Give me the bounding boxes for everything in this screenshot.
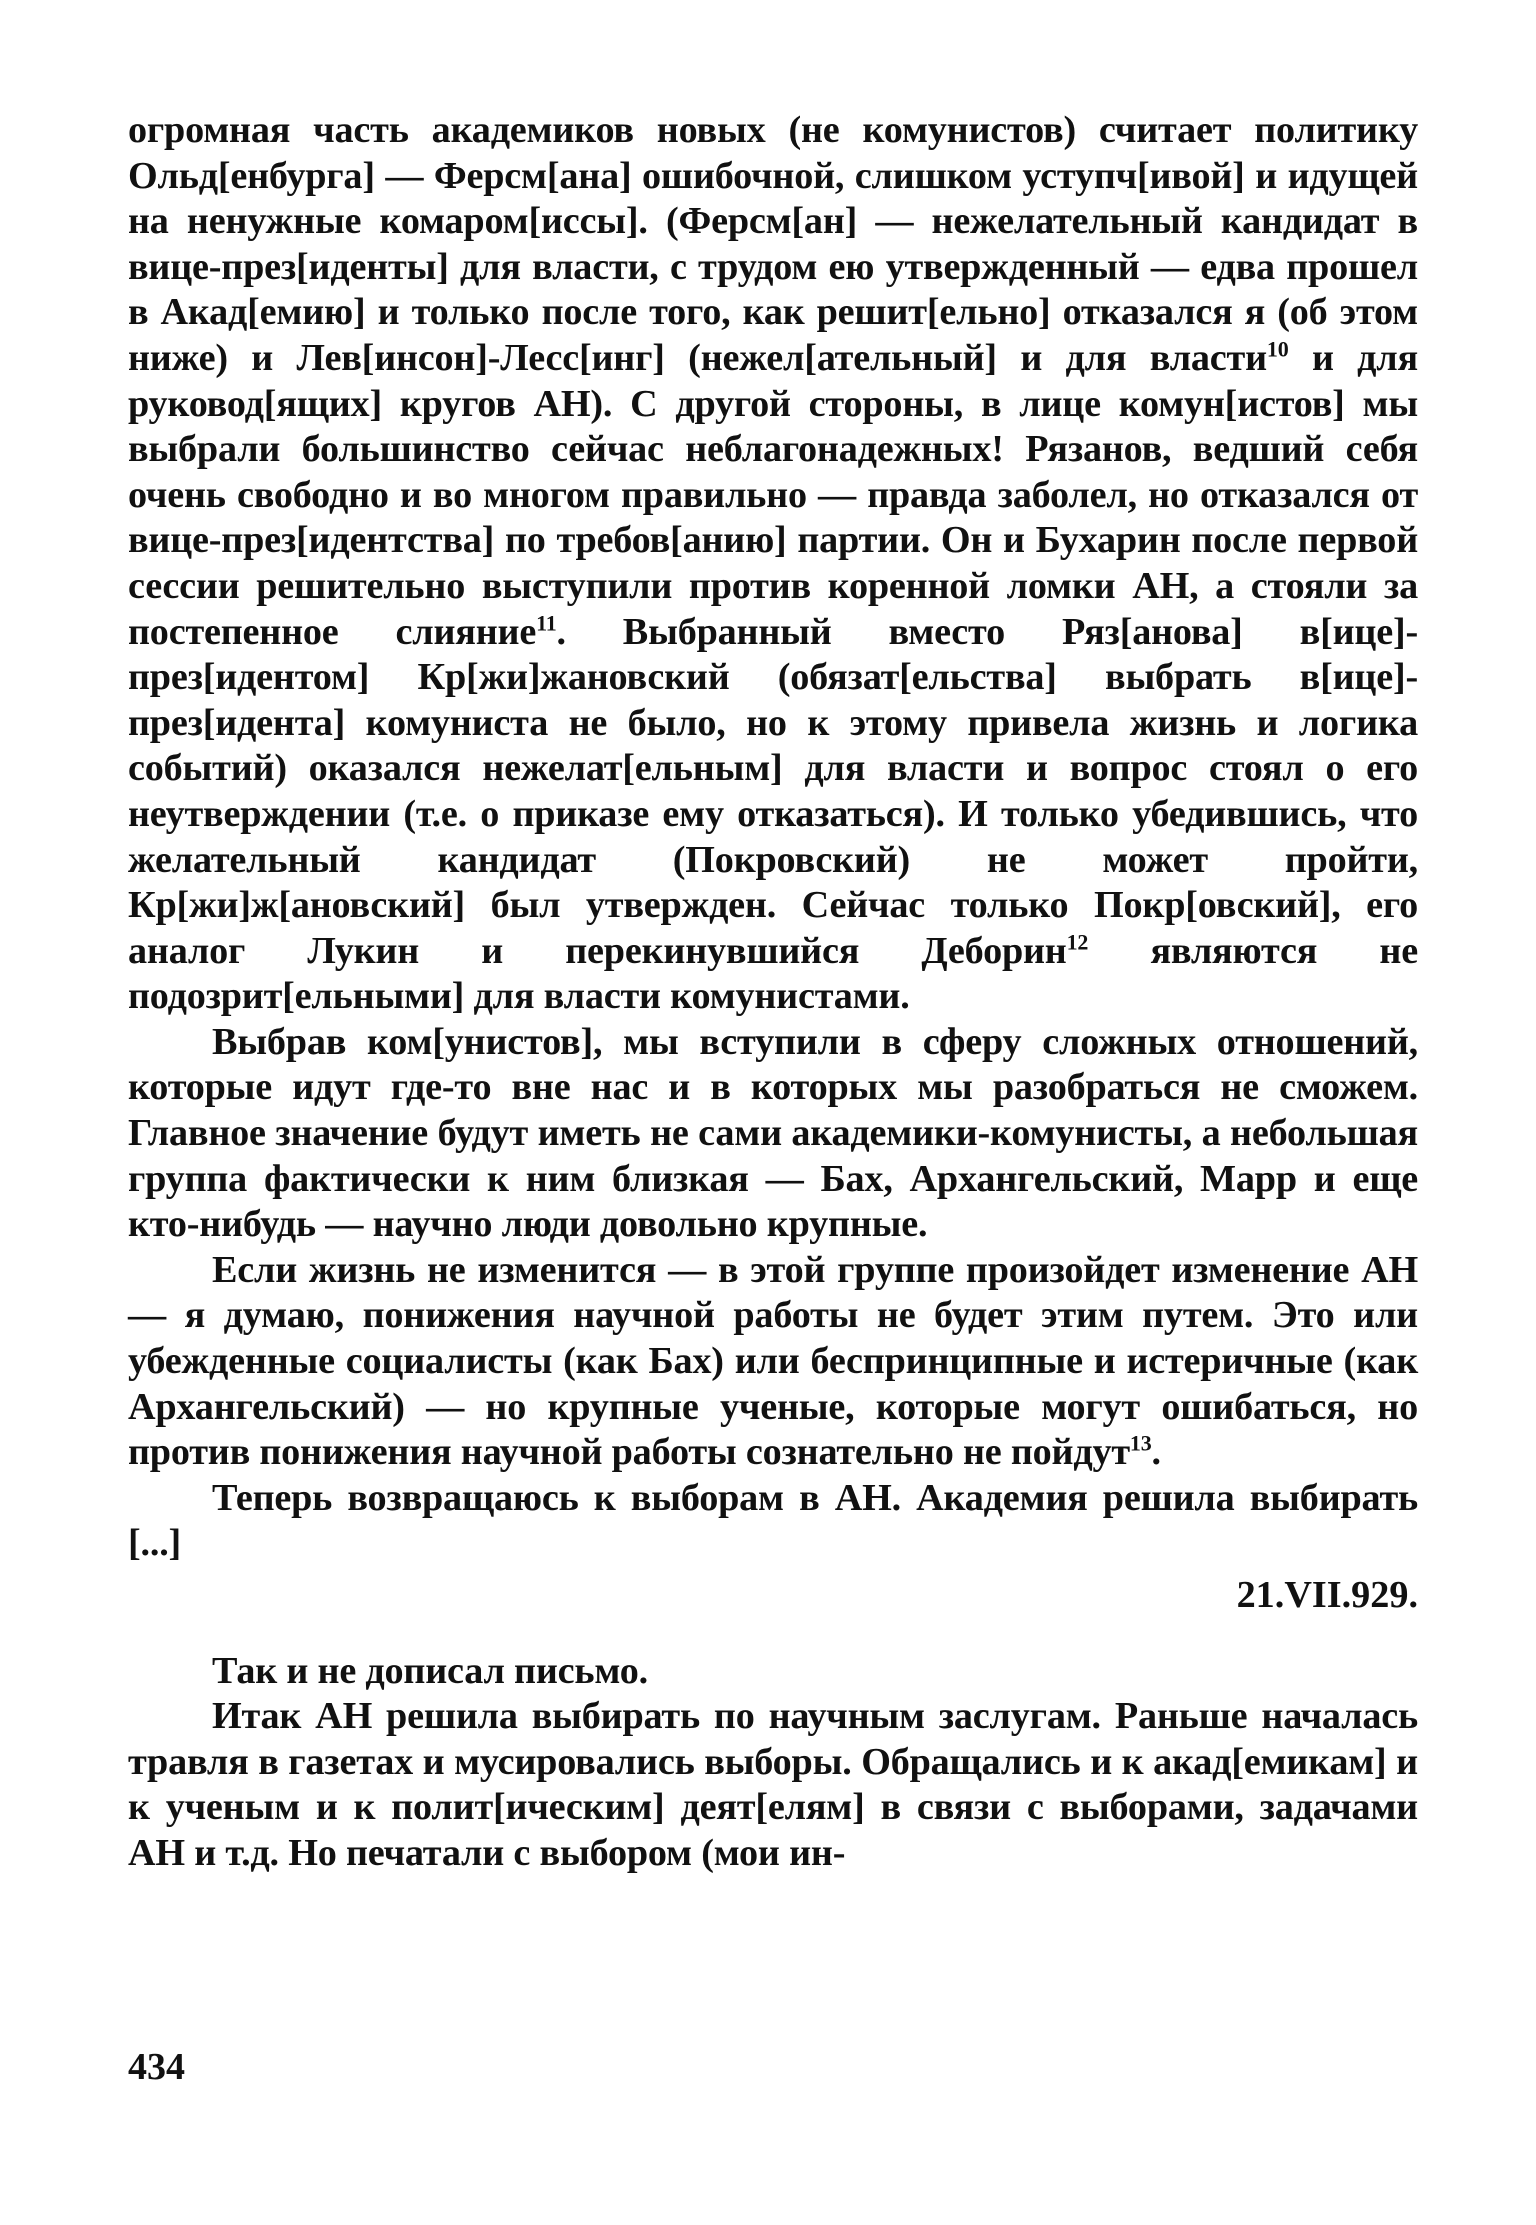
text-run: Выбрав ком[унистов], мы вступили в сферу сложных отношений, которые идут где-то вне нас и в которых мы разобраться не сможем. Главное значение будут иметь не сами академики-комунисты, а небольшая группа фактически к ним близкая — Бах, Архангельский, Марр и еще кто-нибудь — научно люди довольно крупные. (128, 1020, 1418, 1246)
spacer (128, 1619, 1418, 1649)
paragraph-1 (128, 108, 1418, 1020)
paragraph-6 (128, 1694, 1418, 1876)
page-number: 434 (128, 2046, 185, 2088)
text-run: Если жизнь не изменится — в этой группе произойдет изменение АН — я думаю, понижения научной работы не будет этим путем. Это или убежденные социалисты (как Бах) или беспринципные и истеричные (как Архангельский) — но крупные ученые, которые могут ошибаться, но против понижения научной работы сознательно не пойдут (128, 1248, 1418, 1474)
text-run: . Выбранный вместо Ряз[анова] в[ице]-през[идентом] Кр[жи]жановский (обязат[ельства] выбрать в[ице]-през[идента] комуниста не было, но к этому привела жизнь и логика событий) оказался нежелат[ельным] для власти и вопрос стоял о его неутверждении (т.е. о приказе ему отказаться). И только убедившись, что желательный кандидат (Покровский) не может пройти, Кр[жи]ж[ановский] был утвержден. Сейчас только Покр[овский], его аналог Лукин и перекинувшийся Деборин (128, 610, 1418, 972)
footnote-ref-13: 13 (1129, 1430, 1152, 1456)
text-run: являются не подозрит[ельными] для власти комунистами. (128, 929, 1418, 1018)
text-run: Так и не дописал письмо. (212, 1649, 648, 1692)
text-run: Итак АН решила выбирать по научным заслугам. Раньше началась травля в газетах и мусировались выборы. Обращались и к акад[емикам] и к ученым и к полит[ическим] деят[елям] в связи с выборами, задачами АН и т.д. Но печатали с выбором (мои ин- (128, 1695, 1418, 1874)
letter-date: 21.VII.929. (1236, 1574, 1418, 1616)
text-run: и для руковод[ящих] кругов АН). С другой стороны, в лице комун[истов] мы выбрали большинство сейчас неблагонадежных! Рязанов, ведший себя очень свободно и во многом правильно — правда заболел, но отказался от вице-през[идентства] по требов[анию] партии. Он и Бухарин после первой сессии решительно выступили против коренной ломки АН, а стояли за постепенное слияние (128, 336, 1418, 653)
paragraph-3 (128, 1248, 1418, 1476)
paragraph-2 (128, 1020, 1418, 1248)
paragraph-5 (128, 1649, 1418, 1695)
text-run: огромная часть академиков новых (не комунистов) считает политику Ольд[енбурга] — Ферсм[ана] ошибочной, слишком уступч[ивой] и идущей на ненужные комаром[иссы]. (Ферсм[ан] — нежелательный кандидат в вице-през[иденты] для власти, с трудом ею утвержденный — едва прошел в Акад[емию] и только после того, как решит[ельно] отказался я (об этом ниже) и Лев[инсон]-Лесс[инг] (нежел[ательный] и для власти (128, 109, 1418, 379)
footnote-ref-12: 12 (1066, 928, 1089, 954)
text-run: . (1151, 1431, 1161, 1474)
footnote-ref-10: 10 (1266, 336, 1289, 362)
document-page (128, 108, 1418, 1877)
footnote-ref-11: 11 (536, 609, 557, 635)
paragraph-4 (128, 1476, 1418, 1567)
text-run: Теперь возвращаюсь к выборам в АН. Академия решила выбирать [...] (128, 1476, 1418, 1565)
